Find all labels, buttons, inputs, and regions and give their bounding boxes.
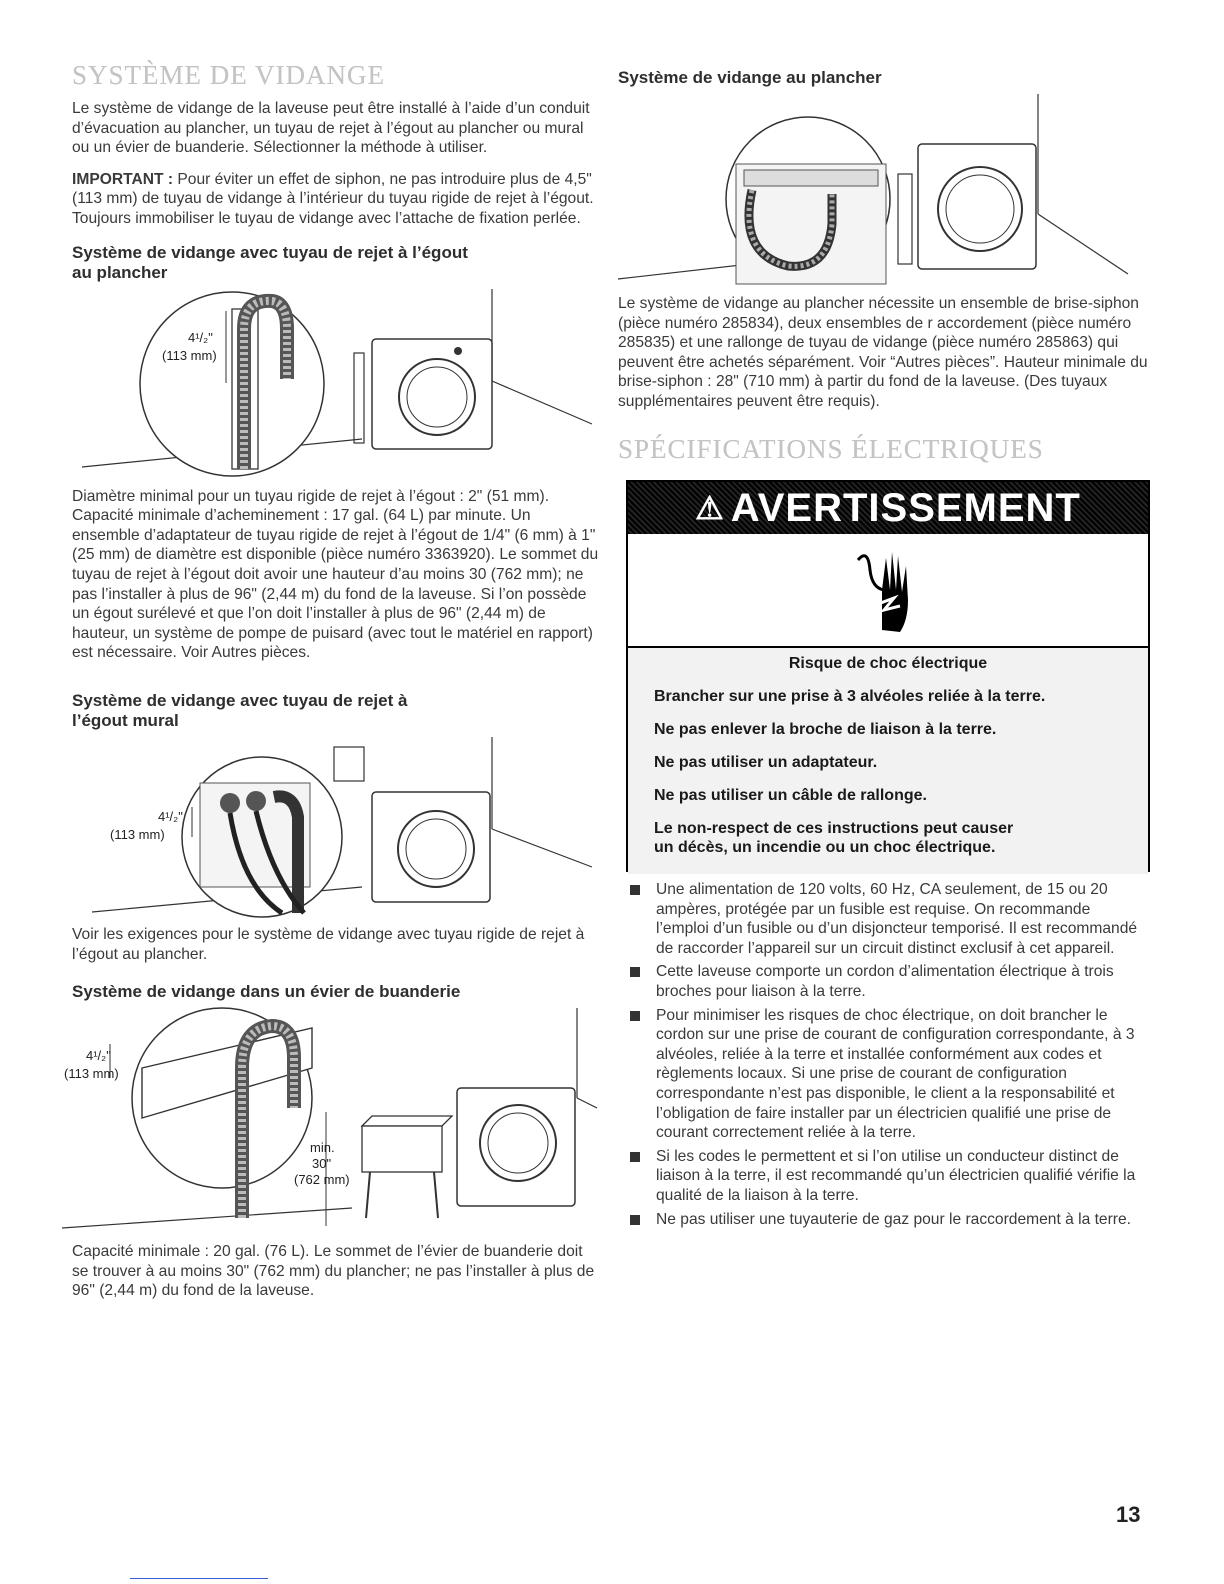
tub-min-b: 30" [312,1156,332,1172]
floor-drain-illustration [618,94,1148,284]
bullet-square-icon [630,1152,640,1162]
laundry-tub-heading: Système de vidange dans un évier de buanderie [72,982,461,1002]
floor-standpipe-text: Diamètre minimal pour un tuyau rigide de rejet à l’égout : 2" (51 mm). Capacité minimale d’acheminement : 17 gal. (64 L) par minute. Un ensemble d’adaptateur de tuyau rigide de rejet à l’égout de 1/4" (6 mm) à 1" (25 mm) de diamètre est disponible (pièce numéro 3363920). Le sommet du tuyau de rejet à l’égout doit avoir une hauteur d’au moins 30 (762 mm); ne pas l’installer à plus de 96" (2,44 m) du fond de la laveuse. Si l’on possède un égout surélevé et que l’on doit l’installer à plus de 96" (2,44 m) de hauteur, un système de pompe de puisard (avec tout le matériel en rapport) est nécessaire. Voir Autres pièces. [72,487,599,662]
right-column [618,60,1148,473]
warning-line-5a: Le non-respect de ces instructions peut causer [654,820,1014,837]
electric-shock-hand-icon [848,540,928,640]
tub-min-a: min. [310,1140,335,1156]
important-text: Pour éviter un effet de siphon, ne pas introduire plus de 4,5" (113 mm) de tuyau de vidange à l’intérieur du tuyau rigide de rejet à l’égout. Toujours immobiliser le tuyau de vidange avec l’attache de fixation perlée. [72,170,594,227]
list-item: Une alimentation de 120 volts, 60 Hz, CA seulement, de 15 ou 20 ampères, protégée par un fusible est requise. On recommande l’emploi d’un fusible ou d’un disjoncteur temporisé. Il est recommandé de raccorder l’appareil sur un circuit distinct exclusif à cet appareil. [626,880,1146,958]
warning-line-1: Brancher sur une prise à 3 alvéoles reliée à la terre. [654,688,1046,705]
floor-drain-text: Le système de vidange au plancher nécessite un ensemble de brise-siphon (pièce numéro 285834), deux ensembles de r accordement (pièce numéro 285835) et une rallonge de tuyau de vidange (pièce numéro 285863) qui peuvent être achetés séparément. Voir “Autres pièces”. Hauteur minimale du brise-siphon : 28" (710 mm) à partir du fond de la laveuse. (Des tuyaux supplémentaires peuvent être requis). [618,295,1148,410]
warning-text-area [628,648,1148,874]
warning-header [628,482,1148,534]
warning-title: AVERTISSEMENT [730,485,1081,530]
shock-hazard-area [628,534,1148,648]
wall-standpipe-heading: Système de vidange avec tuyau de rejet à l’égout mural [72,690,408,730]
tub-dim-b: (113 mm) [64,1066,119,1082]
bullet-square-icon [630,1215,640,1225]
bullet-square-icon [630,885,640,895]
floor-drain-heading: Système de vidange au plancher [618,68,882,87]
floor-standpipe-heading: Système de vidange avec tuyau de rejet à l’égout au plancher [72,242,468,282]
list-item: Si les codes le permettent et si l’on utilise un conducteur distinct de liaison à la terre, il est recommandé qu’un électricien qualifié vérifie la qualité de la liaison à la terre. [626,1147,1146,1206]
electrical-requirements-list [626,880,1146,1233]
floor-standpipe-illustration [72,289,602,479]
list-item: Cette laveuse comporte un cordon d’alimentation électrique à trois broches pour liaison à la terre. [626,962,1146,1001]
list-item: Pour minimiser les risques de choc électrique, on doit brancher le cordon sur une prise de courant de configuration correspondante, à 3 alvéoles, reliée à la terre et installée conformément aux codes et règlements locaux. Si une prise de courant de configuration correspondante n’est pas disponible, le client a la responsabilité et l’obligation de faire installer par un électricien qualifié une prise de courant correctement reliée à la terre. [626,1006,1146,1143]
electrical-heading: SPÉCIFICATIONS ÉLECTRIQUES [618,433,1044,464]
warning-line-5b: un décès, un incendie ou un choc électrique. [654,839,996,856]
floor-dim-b: (113 mm) [162,347,217,363]
wall-standpipe-illustration [72,737,602,917]
wall-dim-a: 4¹/₂" [158,808,183,824]
warning-line-4: Ne pas utiliser un câble de rallonge. [654,787,927,804]
bullet-square-icon [630,967,640,977]
hazard-title: Risque de choc électrique [788,655,988,672]
tub-min-c: (762 mm) [294,1172,350,1188]
warning-box [626,480,1150,872]
wall-standpipe-text: Voir les exigences pour le système de vidange avec tuyau rigide de rejet à l’égout au plancher. [72,925,585,963]
floor-dim-a: 4¹/₂" [188,329,213,345]
tub-dim-a: 4¹/₂" [86,1048,111,1064]
laundry-tub-text: Capacité minimale : 20 gal. (76 L). Le sommet de l’évier de buanderie doit se trouver à au moins 30" (762 mm) du plancher; ne pas l’installer à plus de 96" (2,44 m) du fond de la laveuse. [72,1243,595,1300]
warning-triangle-icon: ⚠ [695,490,725,526]
drain-system-heading: SYSTÈME DE VIDANGE [72,60,385,90]
warning-line-2: Ne pas enlever la broche de liaison à la terre. [654,721,997,738]
important-note [72,170,602,229]
drain-intro: Le système de vidange de la laveuse peut être installé à l’aide d’un conduit d’évacuation au plancher, un tuyau de rejet à l’égout au plancher ou mural ou un évier de buanderie. Sélectionner la méthode à utiliser. [72,100,590,157]
warning-line-3: Ne pas utiliser un adaptateur. [654,754,878,771]
wall-dim-b: (113 mm) [110,826,165,842]
important-label: IMPORTANT : [72,170,174,188]
footer-rule [130,1578,268,1579]
bullet-square-icon [630,1011,640,1021]
page-number: 13 [1116,1502,1141,1527]
list-item: Ne pas utiliser une tuyauterie de gaz pour le raccordement à la terre. [626,1210,1146,1230]
laundry-tub-illustration [64,1008,602,1238]
left-column [64,60,602,1313]
